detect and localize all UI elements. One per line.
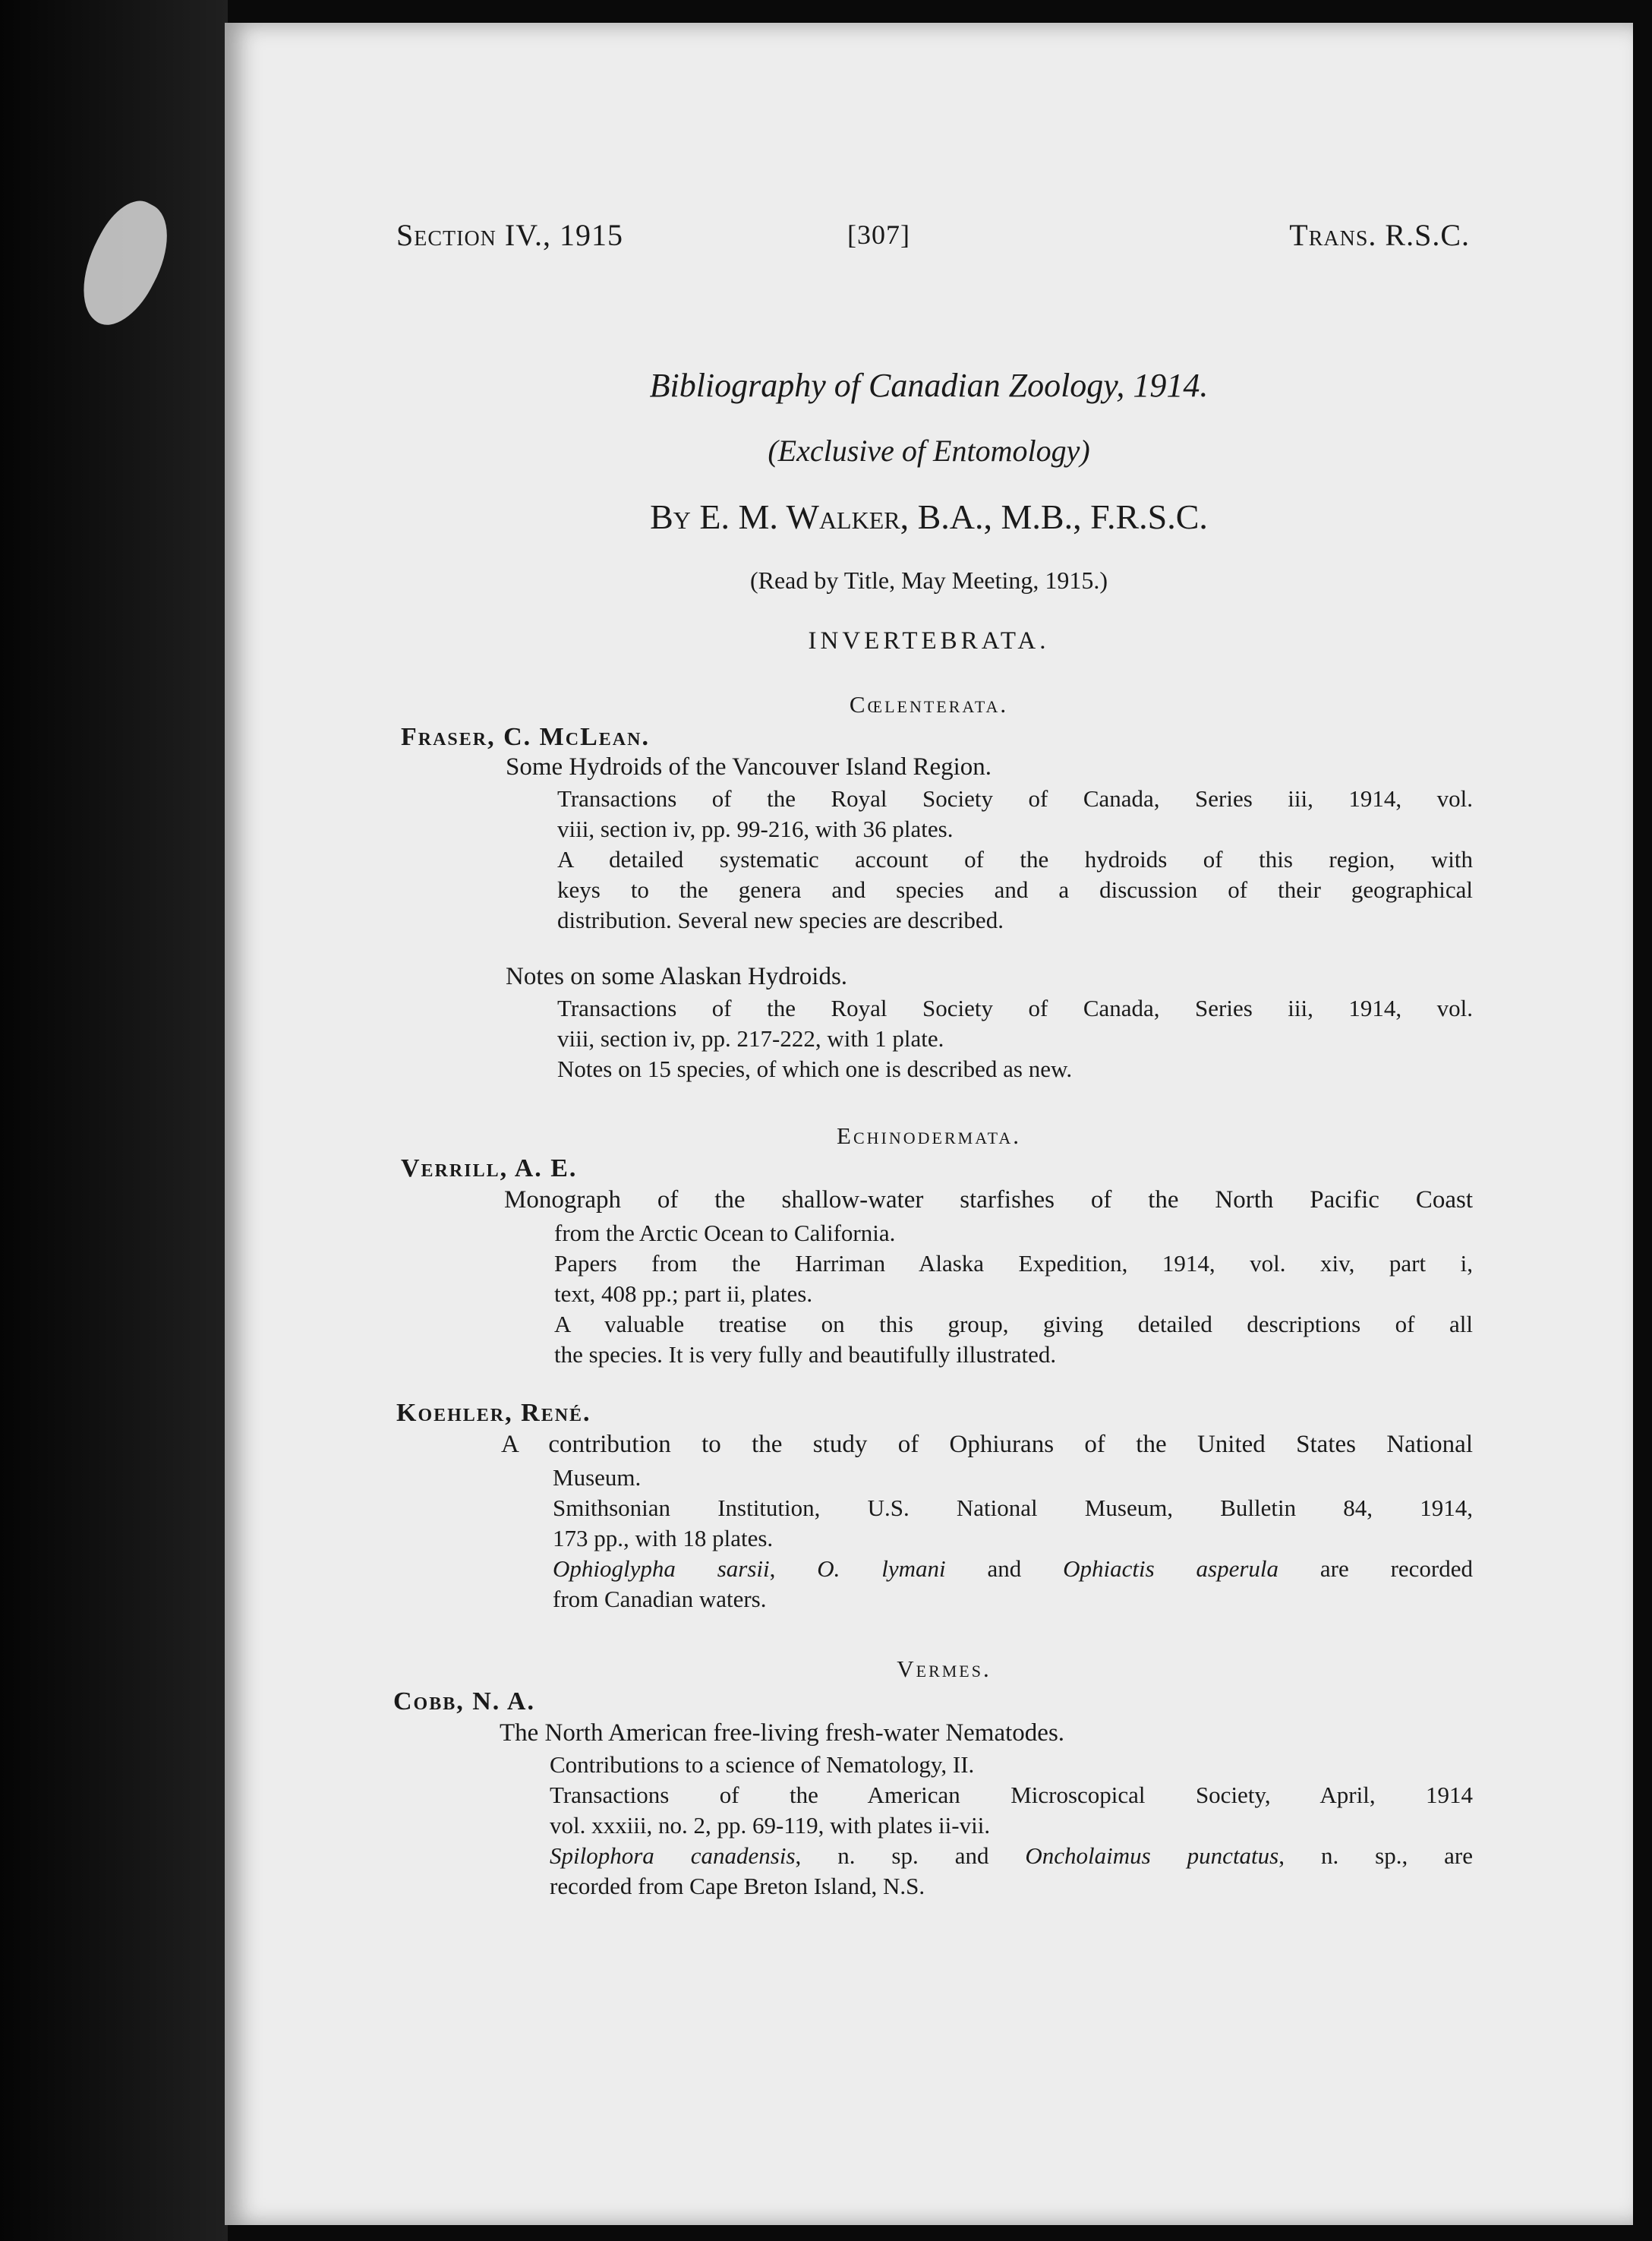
entry-line: Transactions of the American Microscopical Society, April, 1914: [550, 1782, 1473, 1808]
author-byline: By E. M. Walker, B.A., M.B., F.R.S.C.: [650, 497, 1208, 536]
entry-body-fraser-2: [557, 995, 1473, 1086]
header-section: Section IV., 1915: [396, 218, 623, 252]
book-binding-shadow: [0, 0, 228, 2241]
header-journal: Trans. R.S.C.: [1289, 218, 1470, 252]
entry-line: viii, section iv, pp. 99-216, with 36 plates.: [557, 816, 954, 842]
header-page-number: [307]: [847, 219, 910, 250]
entry-title-koehler: A contribution to the study of Ophiurans of the United States National: [501, 1431, 1473, 1458]
entry-line: viii, section iv, pp. 217-222, with 1 plate.: [557, 1025, 944, 1052]
entry-body-cobb: [550, 1751, 1473, 1903]
entry-line: 173 pp., with 18 plates.: [553, 1525, 774, 1551]
note-text: ,: [769, 1555, 818, 1582]
species-name: O. lymani: [817, 1555, 946, 1582]
species-note-line: [550, 1842, 1473, 1873]
entry-line: Transactions of the Royal Society of Canada, Series iii, 1914, vol.: [557, 995, 1473, 1021]
species-name: Ophioglypha sarsii: [553, 1555, 770, 1582]
note-text: are recorded: [1278, 1555, 1473, 1582]
entry-title-fraser-1: Some Hydroids of the Vancouver Island Region.: [506, 753, 992, 781]
division-heading: INVERTEBRATA.: [808, 627, 1050, 655]
entry-line: Smithsonian Institution, U.S. National Museum, Bulletin 84, 1914,: [553, 1495, 1473, 1521]
entry-line: Museum.: [553, 1464, 642, 1491]
species-name: Oncholaimus punctatus: [1025, 1842, 1279, 1869]
entry-line: A valuable treatise on this group, giving detailed descriptions of all: [554, 1311, 1473, 1337]
author-verrill: Verrill, A. E.: [401, 1154, 578, 1182]
entry-title-verrill: Monograph of the shallow-water starfishes of the North Pacific Coast: [504, 1186, 1473, 1214]
entry-line: Notes on 15 species, of which one is described as new.: [557, 1056, 1073, 1082]
entry-line: keys to the genera and species and a discussion of their geographical: [557, 876, 1473, 903]
entry-line: recorded from Cape Breton Island, N.S.: [550, 1873, 925, 1899]
read-note: (Read by Title, May Meeting, 1915.): [749, 567, 1108, 594]
entry-line: from Canadian waters.: [553, 1586, 767, 1612]
section-heading-coelenterata: Cœlenterata.: [849, 691, 1009, 718]
author-fraser: Fraser, C. McLean.: [401, 723, 650, 751]
entry-line: Papers from the Harriman Alaska Expedition, 1914, vol. xiv, part i,: [554, 1250, 1473, 1277]
entry-line: text, 408 pp.; part ii, plates.: [554, 1280, 813, 1307]
species-name: Spilophora canadensis: [550, 1842, 796, 1869]
section-heading-echinodermata: Echinodermata.: [837, 1122, 1021, 1149]
document-page: [225, 23, 1633, 2225]
entry-body-verrill: [554, 1220, 1473, 1371]
entry-title-cobb: The North American free-living fresh-water Nematodes.: [500, 1719, 1065, 1747]
entry-line: from the Arctic Ocean to California.: [554, 1220, 896, 1246]
species-name: Ophiactis asperula: [1063, 1555, 1279, 1582]
article-title: Bibliography of Canadian Zoology, 1914.: [649, 367, 1209, 404]
entry-title-fraser-2: Notes on some Alaskan Hydroids.: [506, 963, 848, 990]
note-text: , n. sp. and: [795, 1842, 1026, 1869]
author-koehler: Koehler, René.: [396, 1399, 591, 1427]
entry-body-fraser-1: [557, 785, 1473, 937]
species-note-line: [553, 1555, 1473, 1586]
entry-line: Contributions to a science of Nematology, II.: [550, 1751, 975, 1778]
article-subtitle: (Exclusive of Entomology): [768, 434, 1090, 468]
entry-line: A detailed systematic account of the hydroids of this region, with: [557, 846, 1473, 873]
author-cobb: Cobb, N. A.: [393, 1687, 535, 1715]
entry-line: distribution. Several new species are described.: [557, 907, 1004, 933]
entry-line: the species. It is very fully and beautifully illustrated.: [554, 1341, 1057, 1368]
note-text: and: [945, 1555, 1064, 1582]
entry-body-koehler: [553, 1464, 1473, 1616]
entry-line: vol. xxxiii, no. 2, pp. 69-119, with plates ii-vii.: [550, 1812, 991, 1839]
entry-line: Transactions of the Royal Society of Canada, Series iii, 1914, vol.: [557, 785, 1473, 812]
section-heading-vermes: Vermes.: [897, 1655, 992, 1682]
note-text: , n. sp., are: [1278, 1842, 1473, 1869]
